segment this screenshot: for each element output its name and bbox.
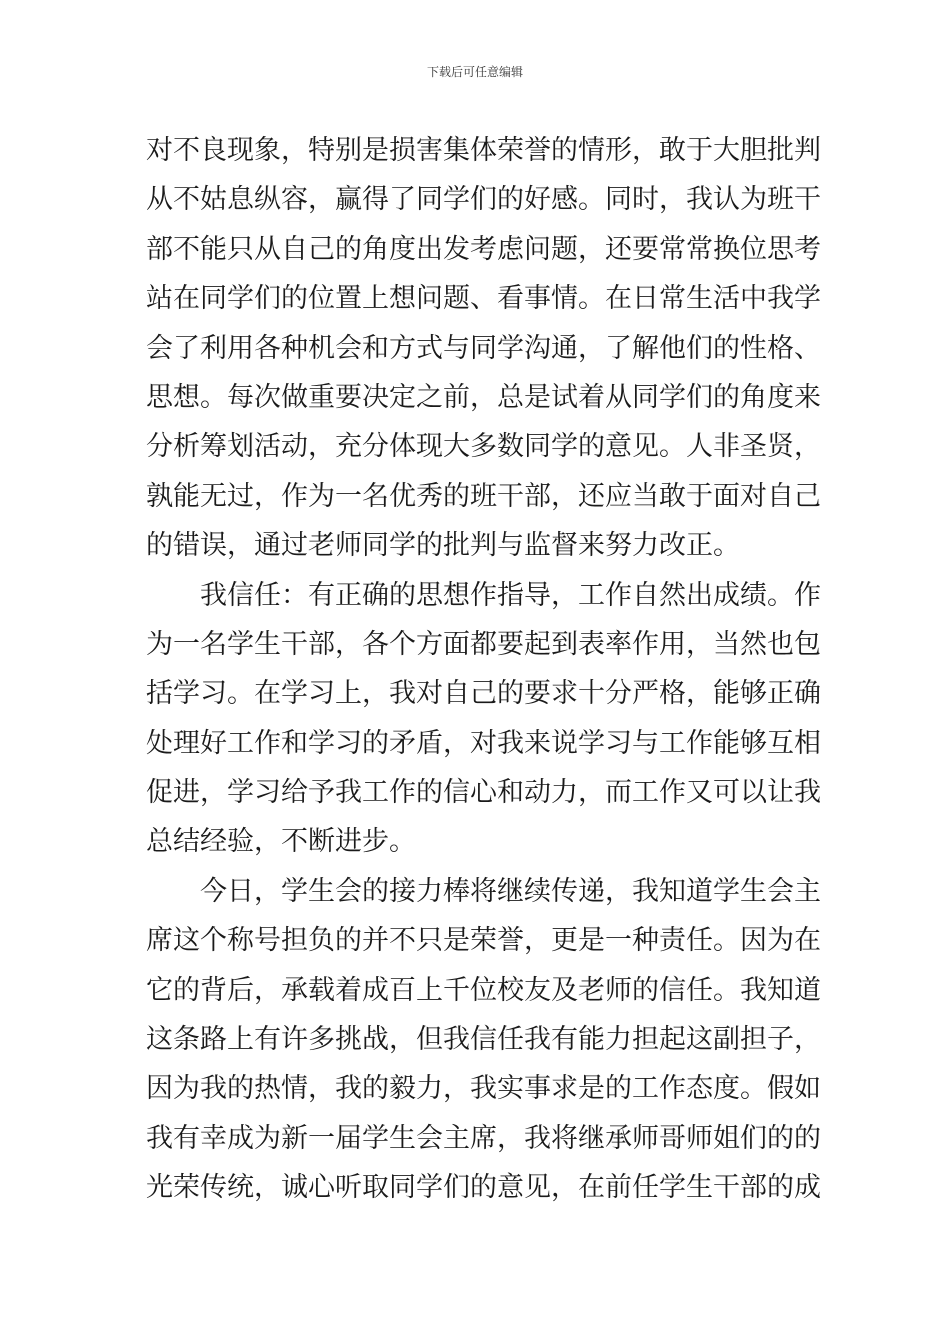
paragraph-start-line: 今日，学生会的接力棒将继续传递，我知道学生会主	[200, 875, 821, 907]
text-line: 对不良现象，特别是损害集体荣誉的情形，敢于大胆批判	[146, 135, 821, 166]
header-note: 下载后可任意编辑	[426, 65, 523, 79]
text-line: 从不姑息纵容，赢得了同学们的好感。同时，我认为班干	[146, 184, 821, 216]
text-line: 它的背后，承载着成百上千位校友及老师的信任。我知道	[146, 974, 821, 1006]
body-text	[146, 126, 821, 1213]
text-line: 因为我的热情，我的毅力，我实事求是的工作态度。假如	[146, 1073, 821, 1105]
text-line: 总结经验，不断进步。	[146, 826, 416, 858]
text-line: 的错误，通过老师同学的批判与监督来努力改正。	[146, 530, 740, 562]
text-line: 处理好工作和学习的矛盾，对我来说学习与工作能够互相	[146, 727, 821, 759]
text-line: 席这个称号担负的并不只是荣誉，更是一种责任。因为在	[146, 925, 821, 957]
text-line: 孰能无过，作为一名优秀的班干部，还应当敢于面对自己	[146, 480, 821, 512]
text-line: 站在同学们的位置上想问题、看事情。在日常生活中我学	[146, 283, 821, 315]
text-line: 括学习。在学习上，我对自己的要求十分严格，能够正确	[146, 678, 821, 710]
text-line: 会了利用各种机会和方式与同学沟通，了解他们的性格、	[146, 332, 821, 364]
text-line: 为一名学生干部，各个方面都要起到表率作用，当然也包	[146, 628, 821, 660]
paragraph-start-line: 我信任：有正确的思想作指导，工作自然出成绩。作	[200, 579, 821, 611]
text-line: 光荣传统，诚心听取同学们的意见，在前任学生干部的成	[146, 1172, 821, 1204]
text-line: 促进，学习给予我工作的信心和动力，而工作又可以让我	[146, 777, 821, 809]
text-line: 思想。每次做重要决定之前，总是试着从同学们的角度来	[146, 381, 821, 413]
text-line: 我有幸成为新一届学生会主席，我将继承师哥师姐们的的	[146, 1122, 821, 1154]
text-line: 分析筹划活动，充分体现大多数同学的意见。人非圣贤，	[146, 431, 821, 463]
text-line: 这条路上有许多挑战，但我信任我有能力担起这副担子，	[146, 1024, 821, 1056]
text-line: 部不能只从自己的角度出发考虑问题，还要常常换位思考	[146, 233, 821, 265]
